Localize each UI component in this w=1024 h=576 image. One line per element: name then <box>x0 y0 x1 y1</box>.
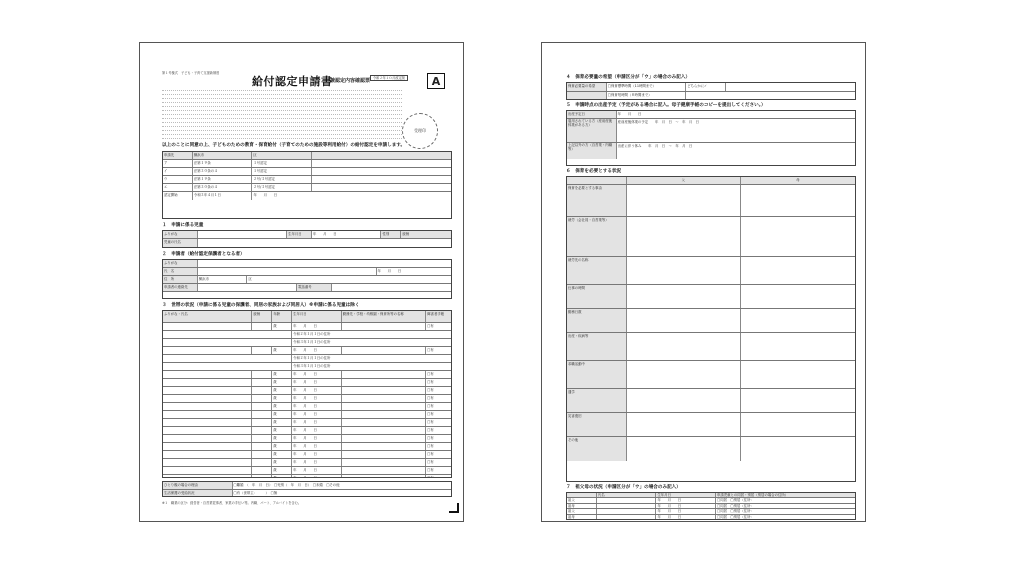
applicant-name-field[interactable] <box>198 268 377 275</box>
applicant-table: ふりがな 氏 名 年 月 日 住 所 横浜市 区 申請者の連絡先 電話番号 <box>162 259 452 299</box>
form-letter-badge: A <box>427 73 445 89</box>
instruction-notes <box>162 87 402 139</box>
grandparent-row[interactable]: 祖父 年 月 日 □同居 □別居（住所： <box>567 498 855 504</box>
child-table: ふりがな 生年月日 年 月 日 性別 続柄 児童の氏名 <box>162 230 452 248</box>
household-row[interactable]: 歳 年 月 日 □有 <box>163 371 451 379</box>
household-row[interactable]: 歳 年 月 日 □有 <box>163 443 451 451</box>
household-row[interactable]: 歳 年 月 日 □有 <box>163 435 451 443</box>
section5-heading: ５ 申請時点の出産予定（予定がある場合に記入。母子健康手帳のコピーを提出してください。） <box>566 103 766 108</box>
child-name-kana-field[interactable] <box>198 231 287 238</box>
grandparent-row[interactable]: 祖母 年 月 日 □同居 □別居（住所： <box>568 514 754 519</box>
form-subtitle: 兼認定内容確認票 <box>330 78 371 84</box>
section7-heading: ７ 祖父母の状況（申請区分が「ウ」の場合のみ記入） <box>566 485 681 490</box>
household-row[interactable]: 歳 年 月 日 □有 <box>163 403 451 411</box>
care-hours-table: 保育必要量の希望 □保育標準時間（11時間まで） どちらかに✓ □保育短時間（８時間まで） <box>566 82 856 100</box>
apply-row[interactable]: エ 法第３０条の４ ２号/３号認定 <box>163 184 451 192</box>
household-table: ふりがな・氏名 続柄 年齢 生年月日 勤務先・学校・幼稚園・保育所等の名称 障害者手帳 歳 年 月 日 □有 令和２年１月１日の住所 令和３年１月１日の住所 歳 年 月 日 □有 令和２年１月１日の住所 令和３年１月１日の住所 歳 年 月 日 □有 歳 年 月 日 □有 歳 年 月 日 □有 歳 年 月 日 □有 歳 年 月 日 □有 歳 年 月 日 □有 歳 年 月 日 □有 歳 年 月 日 □有 歳 年 月 日 □有 歳 年 月 日 □有 歳 年 月 日 □有 歳 年 月 日 □有 歳 年 月 日 □有 歳 年 月 日 □有 <box>162 310 452 478</box>
household-row[interactable]: 歳 年 月 日 □有 <box>163 419 451 427</box>
section6-heading: ６ 保育を必要とする状況 <box>566 169 622 174</box>
form-header-note: 第１号様式 子ども・子育て支援新制度 <box>162 71 220 75</box>
apply-row[interactable]: イ 法第３０条の４ １号認定 <box>163 168 451 176</box>
receipt-stamp-area: 受理印 <box>402 113 438 149</box>
phone-field[interactable] <box>198 284 297 291</box>
mother-reason-checkboxes[interactable] <box>741 185 855 216</box>
birth-plan-table: 出産予定日 年 月 日 雇用されている方（産前産後休業がある方） 産前産後休業の予定 年 月 日 ～ 年 月 日 上記以外の方（自営業・内職等） 出産に伴う休み 年 月 日 ～ 年 月 日 <box>566 110 856 166</box>
household-row[interactable]: 歳 年 月 日 □有 <box>163 379 451 387</box>
household-row[interactable]: 歳 年 月 日 □有 <box>163 387 451 395</box>
intro-statement: 以上のことに同意の上、子どものための教育・保育給付（子育てのための施設等利用給付）の給付認定を申請します。 <box>162 143 406 148</box>
revision-label: 令和２年１０月改定版 <box>370 75 408 81</box>
form-title: 給付認定申請書 <box>252 75 333 88</box>
household-row[interactable]: 歳 年 月 日 □有 <box>163 467 451 475</box>
corner-crop-mark <box>449 503 459 513</box>
household-row[interactable]: 歳 年 月 日 □有 <box>163 411 451 419</box>
household-row[interactable]: 歳 年 月 日 □有 <box>163 459 451 467</box>
household-row[interactable]: 歳 年 月 日 □有 <box>163 323 451 331</box>
section3-heading: ３ 世帯の状況（申請に係る児童の保護者、同居の家族および同居人）※申請に係る児童は除く <box>162 303 360 308</box>
standard-hours-checkbox[interactable]: □保育標準時間（11時間まで） <box>607 83 686 91</box>
household-footer-table: ひとり親の場合の理由 □離婚 （ 年 月 日） □死別（ 年 月 日） □未婚 □その他 生活保護の受給状況 □有（世帯主： ） □無 <box>162 481 452 497</box>
section1-heading: １ 申請に係る児童 <box>162 223 204 228</box>
care-need-table: 父 母 保育を必要とする事由 就労（会社員・自営業等） 就労先の名称 仕事の時間 勤務日数 出産・疾病等 求職活動中 通学 災害復旧 その他 <box>566 176 856 482</box>
section4-heading: ４ 保育必要量の希望（申請区分が「ウ」の場合のみ記入） <box>566 75 691 80</box>
grandparent-row[interactable]: 祖母 年 月 日 □同居 □別居（住所： <box>567 504 855 510</box>
applicant-kana-field[interactable] <box>198 260 451 267</box>
city-name: 横浜市 <box>193 152 253 159</box>
father-reason-checkboxes[interactable] <box>627 185 741 216</box>
grandparent-row[interactable]: 祖父 年 月 日 □同居 □別居（住所： <box>567 509 855 515</box>
household-row[interactable]: 歳 年 月 日 □有 <box>163 395 451 403</box>
application-form-page-back <box>541 42 866 522</box>
child-name-field[interactable] <box>198 239 451 247</box>
grandparents-table: 氏名 生年月日 申請児童との同居・別居（別居の場合の住所） 祖父 年 月 日 □同居 □別居（住所： 祖母 年 月 日 □同居 □別居（住所： 祖父 年 月 日 □同居 □別居（住所： 祖母 年 月 日 □同居 □別居（住所： <box>566 492 856 520</box>
household-row[interactable]: 歳 年 月 日 □有 <box>163 451 451 459</box>
start-date: 令和３年４月１日 <box>193 192 253 200</box>
application-type-table: 申請先 横浜市 区 ア 法第１９条 １号認定 イ 法第３０条の４ １号認定 ウ 法第１９条 ２号/３号認定 エ 法第３０条の４ ２号/３号認定 認定開始 令和３年４月１日 年 月 日 <box>162 151 452 219</box>
apply-row[interactable]: ウ 法第１９条 ２号/３号認定 <box>163 176 451 184</box>
household-row[interactable]: 歳 年 月 日 □有 <box>163 347 451 355</box>
apply-row[interactable]: ア 法第１９条 １号認定 <box>163 160 451 168</box>
household-row[interactable]: 歳 年 月 日 □有 <box>163 475 451 478</box>
short-hours-checkbox[interactable]: □保育短時間（８時間まで） <box>607 92 686 100</box>
section2-heading: ２ 申請者（給付認定保護者となる者） <box>162 252 245 257</box>
bottom-note: ※１ 職業の区分：経営者・自営業従事者、家業の手伝い等。内職、パート、アルバイトを含む。 <box>162 501 302 505</box>
application-form-page-front <box>139 42 464 522</box>
household-row[interactable]: 歳 年 月 日 □有 <box>163 427 451 435</box>
